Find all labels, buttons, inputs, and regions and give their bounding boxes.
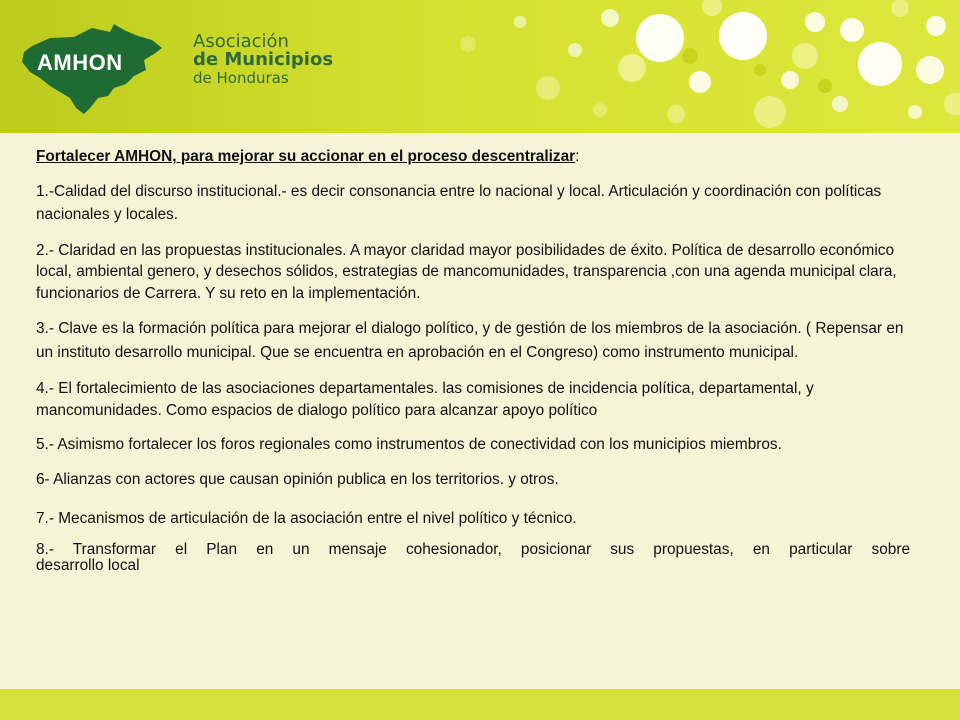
heading-text: Fortalecer AMHON, para mejorar su accionar en el proceso descentralizar xyxy=(36,148,576,165)
logo-text: AMHON xyxy=(37,50,123,75)
list-item: 6- Alianzas con actores que causan opinión publica en los territorios. y otros. xyxy=(36,470,559,488)
org-name-line2: de Municipios xyxy=(193,49,334,70)
org-name-line1: Asociación xyxy=(193,31,289,52)
header-banner xyxy=(0,0,960,133)
list-item: 7.- Mecanismos de articulación de la asociación entre el nivel político y técnico. xyxy=(36,510,577,527)
list-item-8-line1: 8.- Transformar el Plan en un mensaje cohesionador, posicionar sus propuestas, en particular sobre xyxy=(36,540,910,558)
slide-heading xyxy=(36,146,910,168)
footer-strip xyxy=(0,689,960,720)
organization-name xyxy=(193,33,333,87)
heading-suffix: : xyxy=(575,148,580,165)
list-item: 3.- Clave es la formación política para mejorar el dialogo político, y de gestión de los miembros de la asociación. ( Repensar en un instituto desarrollo municipal. Que se encuentra en aprobación en el Congreso) como instrumento municipal. xyxy=(36,320,904,361)
list-item: 4.- El fortalecimiento de las asociaciones departamentales. las comisiones de incidencia política, departamental, y mancomunidades. Como espacios de dialogo político para alcanzar apoyo político xyxy=(36,380,814,419)
list-item-8-line2: desarrollo local xyxy=(36,556,140,574)
list-item: 2.- Claridad en las propuestas institucionales. A mayor claridad mayor posibilidades de éxito. Política de desarrollo económico local, ambiental genero, y desechos sólidos, estrategias de mancomunidades, transparencia ,con una agenda municipal clara, funcionarios de Carrera. Y su reto en la implementación. xyxy=(36,241,897,302)
org-name-line3: de Honduras xyxy=(193,69,289,87)
slide-content xyxy=(0,133,960,689)
list-item: 1.-Calidad del discurso institucional.- es decir consonancia entre lo nacional y local. Articulación y coordinación con políticas nacionales y locales. xyxy=(36,182,882,223)
list-item: 5.- Asimismo fortalecer los foros regionales como instrumentos de conectividad con los municipios miembros. xyxy=(36,436,782,453)
text-block xyxy=(36,146,910,574)
